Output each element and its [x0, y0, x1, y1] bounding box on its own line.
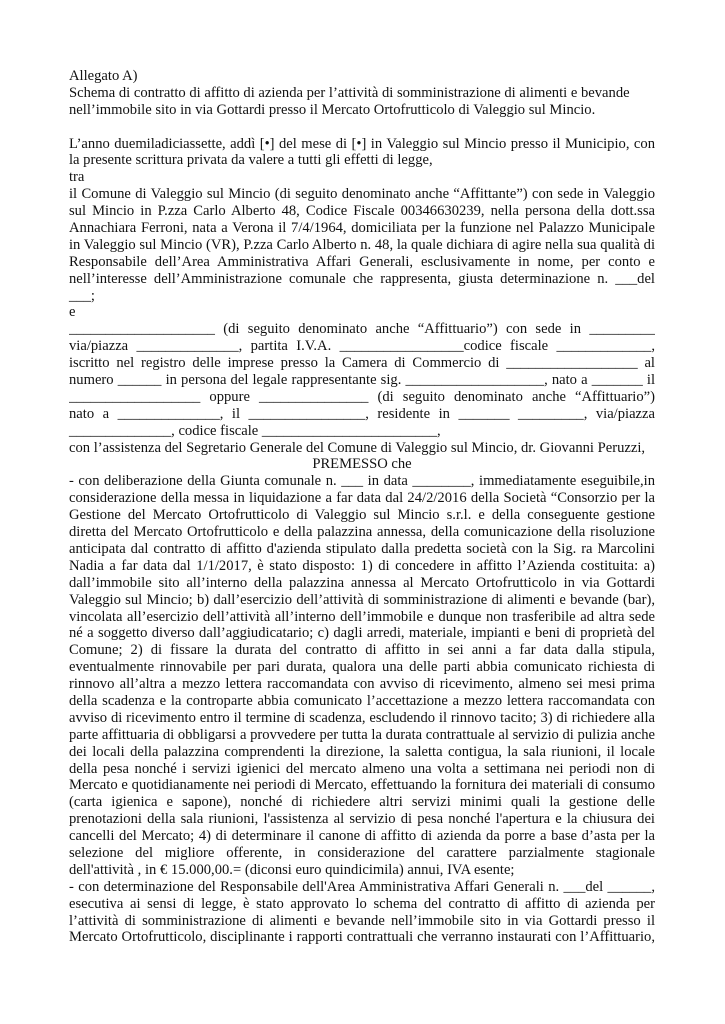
document-line: numero ______ in persona del legale rappresentante sig. ___________________, nato a _______ il	[69, 372, 655, 389]
document-line: Responsabile dell’Area Amministrativa Affari Generali, esclusivamente in nome, per conto e	[69, 253, 655, 270]
document-line: ___;	[69, 287, 95, 304]
document-line: esecutiva ai sensi di legge, è stato approvato lo schema del contratto di affitto di azienda per	[69, 895, 655, 912]
document-line: parte affittuaria di obbligarsi a provvedere per tutta la durata contrattuale al servizio di pulizia anche	[69, 726, 655, 743]
document-line: vincolata all’esercizio dell’attività all’interno dell’immobile e dunque non trasferibile ad altra sede	[69, 608, 655, 625]
document-line: __________________ oppure _______________ (di seguito denominato anche “Affittuario”)	[69, 388, 655, 405]
document-line: la presente scrittura privata da valere a tutti gli effetti di legge,	[69, 152, 433, 169]
document-line: tra	[69, 169, 85, 186]
document-line: Schema di contratto di affitto di azienda per l’attività di somministrazione di alimenti e bevande	[69, 84, 630, 101]
document-line: selezione del migliore offerente, in considerazione del carattere parzialmente stagionale	[69, 844, 655, 861]
document-line: - con determinazione del Responsabile dell'Area Amministrativa Affari Generali n. ___del ______,	[69, 878, 655, 895]
document-line: il Comune di Valeggio sul Mincio (di seguito denominato anche “Affittante”) con sede in Valeggio	[69, 186, 655, 203]
document-line: dall’immobile sito all’interno della palazzina annessa al Mercato Ortofrutticolo in via Gottardi	[69, 574, 655, 591]
document-line: via/piazza ______________, partita I.V.A. _________________codice fiscale _____________,	[69, 338, 655, 355]
document-line: Nadia a far data dal 1/1/2017, è stato disposto: 1) di concedere in affitto l’Azienda costituita: a)	[69, 557, 655, 574]
document-line: ______________, codice fiscale ________________________,	[69, 422, 441, 439]
document-line: ____________________ (di seguito denominato anche “Affittuario”) con sede in _________	[69, 321, 655, 338]
document-line: Allegato A)	[69, 68, 138, 84]
document-line: dei locali della palazzina comprendenti la direzione, la saletta contigua, la sala riunioni, il locale	[69, 743, 655, 760]
document-line: anticipata dal contratto di affitto d'azienda stipulato dalla predetta società con la Sig. ra Marcolini	[69, 540, 655, 557]
document-line: Valeggio sul Mincio; b) dall’esercizio dell’attività di somministrazione di alimenti e bevande (bar),	[69, 591, 655, 608]
document-line: diretta del Mercato Ortofrutticolo e della palazzina annessa, della comunicazione della risoluzione	[69, 524, 655, 541]
document-line: avviso di ricevimento entro il termine di scadenza, escludendo il rinnovo tacito; 3) di richiedere alla	[69, 709, 655, 726]
document-line: della scadenza e la controparte abbia comunicato l’accettazione a mezzo lettera raccomandata con	[69, 692, 655, 709]
document-line: e	[69, 304, 76, 321]
document-line: dell'attività , in € 15.000,00.= (diconsi euro quindicimila) annui, IVA esente;	[69, 861, 515, 878]
document-line: prenotazioni della sala riunioni, l'assistenza al servizio di pesa nonché l'apertura e la chiusura dei	[69, 811, 655, 828]
section-heading: PREMESSO che	[312, 456, 412, 473]
document-line: (carta igienica e sapone), nonché di richiedere altri servizi minimi quali la gestione delle	[69, 794, 655, 811]
document-line: con l’assistenza del Segretario Generale del Comune di Valeggio sul Mincio, dr. Giovanni Peruzzi,	[69, 439, 646, 456]
document-line: Annachiara Ferroni, nata a Verona il 7/4/1964, domiciliata per la funzione nel Palazzo Municipale	[69, 220, 655, 237]
document-line: cancelli del Mercato; 4) di determinare il canone di affitto di azienda da porre a base d’asta per la	[69, 828, 655, 845]
document-line: nato a ______________, il ________________, residente in _______ _________, via/piazza	[69, 405, 655, 422]
document-line: della pesa nonché i servizi igienici del mercato almeno una volta a settimana nei periodi non di	[69, 760, 655, 777]
document-body	[69, 68, 655, 946]
document-line: eventualmente rinnovabile per pari durata, qualora una delle parti abbia comunicato richiesta di	[69, 659, 655, 676]
document-line: in Valeggio sul Mincio (VR), P.zza Carlo Alberto n. 48, la quale dichiara di agire nella sua qualità di	[69, 236, 655, 253]
document-line: l’attività di somministrazione di alimenti e bevande nell’immobile sito in via Gottardi presso il	[69, 912, 655, 929]
document-line	[69, 119, 655, 136]
document-line: nell’interesse dell’Amministrazione comunale che rappresenta, giusta determinazione n. ___del	[69, 270, 655, 287]
document-line: L’anno duemiladiciassette, addì [•] del mese di [•] in Valeggio sul Mincio presso il Municipio, con	[69, 135, 655, 152]
document-line: nell’immobile sito in via Gottardi presso il Mercato Ortofrutticolo di Valeggio sul Mincio.	[69, 101, 596, 118]
document-line: né a soggetto diverso dall’aggiudicatario; c) dagli arredi, materiale, impianti e beni di proprietà del	[69, 625, 655, 642]
document-line: sul Mincio in P.zza Carlo Alberto 48, Codice Fiscale 00346630239, nella persona della dott.ssa	[69, 203, 655, 220]
document-line: Comune; 2) di fissare la durata del contratto di affitto in sei anni a far data dalla stipula,	[69, 642, 655, 659]
document-line: Gestione del Mercato Ortofrutticolo di Valeggio sul Mincio s.r.l. e della conseguente gestione	[69, 507, 655, 524]
document-line: considerazione della messa in liquidazione a far data dal 24/2/2016 della Società “Consorzio per la	[69, 490, 655, 507]
document-line: - con deliberazione della Giunta comunale n. ___ in data ________, immediatamente eseguibile,in	[69, 473, 655, 490]
document-line: Mercato Ortofrutticolo, disciplinante i rapporti contrattuali che verranno instaurati con l’Affittuario,	[69, 929, 655, 946]
document-line: iscritto nel registro delle imprese presso la Camera di Commercio di __________________ al	[69, 355, 655, 372]
document-line: Mercato e quotidianamente nei periodi di Mercato, effettuando la fornitura dei materiali di consumo	[69, 777, 655, 794]
document-line: rinnovo all’altra a mezzo lettera raccomandata con avviso di ricevimento, almeno sei mesi prima	[69, 676, 655, 693]
